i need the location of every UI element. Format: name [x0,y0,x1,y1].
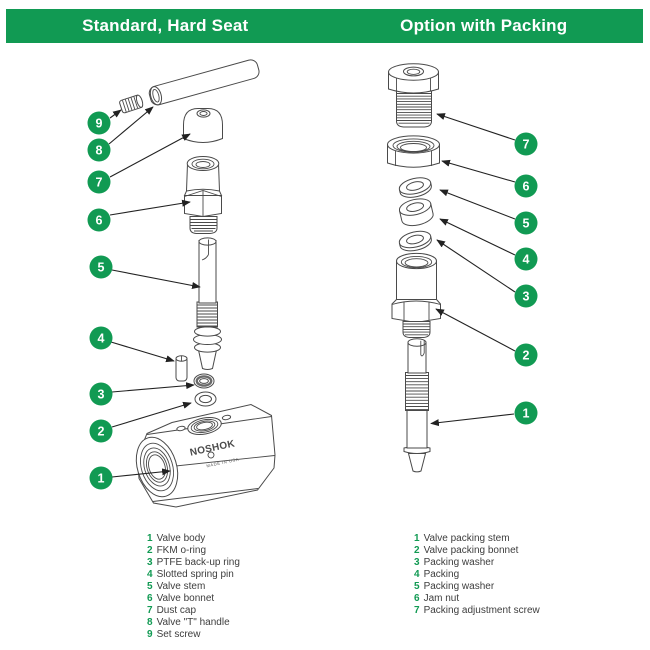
legend-number: 3 [414,557,420,568]
legend-item [147,533,240,545]
legend-label: Packing adjustment screw [423,605,540,616]
callout-left-5 [90,256,113,279]
svg-text:3: 3 [97,387,105,402]
legend-number: 1 [147,533,153,544]
callout-right-7 [515,133,538,156]
legend-item [414,581,540,593]
legend-number: 6 [414,593,420,604]
packing-adjustment-screw-drawing [389,64,439,127]
legend-item [414,569,540,581]
legend-item [414,605,540,617]
svg-text:4: 4 [522,252,530,267]
legend-number: 9 [147,629,153,640]
legend-item [414,533,540,545]
legend-number: 7 [147,605,153,616]
svg-text:5: 5 [522,216,530,231]
legend-label: Valve stem [156,581,206,592]
svg-text:1: 1 [522,406,530,421]
o-ring-drawing [195,392,216,406]
legend-label: Valve body [156,533,206,544]
legend-left [147,533,240,641]
callout-left-8 [88,139,111,162]
legend-label: Valve "T" handle [156,617,230,628]
valve-packing-stem-drawing [404,339,430,472]
legend-label: Packing washer [423,557,495,568]
backup-ring-drawing [194,374,214,388]
callout-left-4 [90,327,113,350]
body-logo-text: NOSHOK [188,438,236,459]
legend-label: PTFE back-up ring [156,557,240,568]
legend-item [147,629,240,641]
callout-right-3 [515,285,538,308]
legend-number: 3 [147,557,153,568]
callouts-right [515,133,538,425]
set-screw-drawing [119,94,144,113]
legend-item [147,605,240,617]
callout-right-2 [515,344,538,367]
option-with-packing-drawing [388,64,441,472]
legend-item [414,593,540,605]
legend-right [414,533,540,617]
callout-left-2 [90,420,113,443]
svg-text:5: 5 [97,260,105,275]
legend-number: 2 [414,545,420,556]
legend-label: Packing [423,569,460,580]
callout-left-9 [88,112,111,135]
valve-stem-drawing [194,238,222,370]
legend-label: Slotted spring pin [156,569,234,580]
header-title-right: Option with Packing [400,16,568,35]
legend-label: FKM o-ring [156,545,207,556]
svg-text:6: 6 [522,179,530,194]
legend-item [147,557,240,569]
svg-text:2: 2 [97,424,105,439]
callout-right-1 [515,402,538,425]
legend-number: 4 [147,569,153,580]
packing-drawing [398,196,435,228]
legend-number: 6 [147,593,153,604]
legend-label: Packing washer [423,581,495,592]
callout-left-3 [90,383,113,406]
legend-label: Valve bonnet [156,593,215,604]
t-handle-drawing [148,58,261,106]
valve-packing-bonnet-drawing [392,253,441,337]
svg-text:3: 3 [522,289,530,304]
callout-left-1 [90,467,113,490]
callout-left-7 [88,171,111,194]
legend-number: 1 [414,533,420,544]
legend-item [147,581,240,593]
spring-pin-drawing [176,356,187,381]
callouts-left [88,112,113,490]
legend-number: 5 [414,581,420,592]
legend-number: 5 [147,581,153,592]
legend-item [147,569,240,581]
svg-text:9: 9 [95,116,103,131]
svg-text:7: 7 [95,175,103,190]
legend-item [147,617,240,629]
packing-washer-top-drawing [398,175,433,200]
callout-right-6 [515,175,538,198]
dust-cap-drawing [184,109,223,143]
svg-text:1: 1 [97,471,105,486]
valve-body-drawing [129,405,275,508]
legend-number: 7 [414,605,420,616]
packing-washer-bottom-drawing [398,228,433,253]
legend-item [414,557,540,569]
svg-text:4: 4 [97,331,105,346]
legend-number: 8 [147,617,153,628]
legend-label: Jam nut [423,593,460,604]
legend-number: 2 [147,545,153,556]
body-made-in-text: MADE IN USA [205,456,240,469]
jam-nut-drawing [388,136,440,167]
svg-text:2: 2 [522,348,530,363]
legend-label: Valve packing stem [423,533,510,544]
leader-lines [109,107,515,477]
legend-item [147,545,240,557]
legend-number: 4 [414,569,420,580]
standard-hard-seat-drawing [119,58,275,507]
svg-text:6: 6 [95,213,103,228]
valve-bonnet-drawing [185,157,222,234]
callout-right-5 [515,212,538,235]
legend-label: Set screw [156,629,201,640]
callout-left-6 [88,209,111,232]
svg-text:8: 8 [95,143,103,158]
callout-right-4 [515,248,538,271]
svg-text:7: 7 [522,137,530,152]
header-title-left: Standard, Hard Seat [82,16,249,35]
legend-item [414,545,540,557]
legend-item [147,593,240,605]
legend-label: Dust cap [156,605,197,616]
legend-label: Valve packing bonnet [423,545,519,556]
